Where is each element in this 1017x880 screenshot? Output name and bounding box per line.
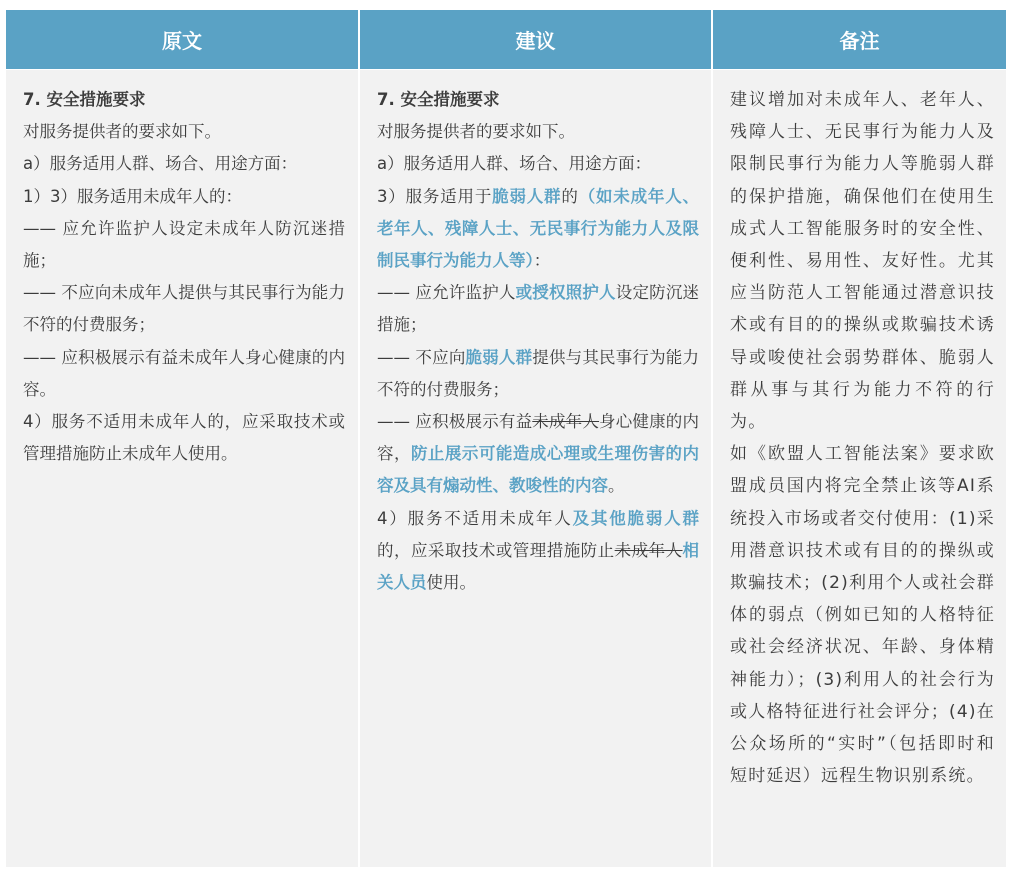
- suggestion-bullet-3: [377, 406, 699, 503]
- original-item-1-3: 1）3）服务适用未成年人的：: [23, 186, 242, 206]
- text-run: 。: [608, 476, 625, 496]
- original-intro: 对服务提供者的要求如下。: [23, 122, 221, 142]
- suggestion-column: [360, 70, 711, 867]
- notes-column: [713, 70, 1006, 867]
- suggestion-bullet-2: [377, 342, 699, 406]
- deleted-text: 未成年人: [532, 412, 600, 432]
- text-run: 的，应采取技术或管理措施防止: [377, 540, 615, 560]
- text-run: 设定防沉迷措施；: [377, 283, 700, 335]
- original-text: [23, 84, 345, 470]
- original-item-4: 4）服务不适用未成年人的，应采取技术或管理措施防止未成年人使用。: [23, 412, 345, 464]
- highlight-text: 及其他脆弱人群: [572, 508, 700, 528]
- header-notes: 备注: [713, 10, 1006, 69]
- suggestion-intro: 对服务提供者的要求如下。: [377, 122, 575, 142]
- suggestion-item-3: [377, 181, 699, 278]
- text-run: —— 应积极展示有益: [377, 412, 533, 432]
- text-run: ：: [533, 251, 551, 271]
- highlight-text: （如未成年人、老年人、残障人士、无民事行为能力人及限制民事行为能力人等）: [377, 186, 700, 271]
- notes-paragraph-2: 如《欧盟人工智能法案》要求欧盟成员国内将完全禁止该等AI系统投入市场或者交付使用：(1)采用潜意识技术或有目的的操纵或欺骗技术；(2)利用个人或社会群体的弱点（例如已知的人格特征或社会经济状况、年龄、身体精神能力）；(3)利用人的社会行为或人格特征进行社会评分；(4)在公众场所的“实时”（包括即时和短时延迟）远程生物识别系统。: [730, 444, 995, 787]
- highlight-text: 或授权照护人: [515, 283, 616, 303]
- original-bullet-2: —— 不应向未成年人提供与其民事行为能力不符的付费服务；: [23, 283, 345, 335]
- text-run: 使用。: [426, 573, 476, 593]
- header-suggestion: 建议: [360, 10, 711, 69]
- text-run: —— 不应向: [377, 347, 466, 367]
- text-run: —— 应允许监护人: [377, 283, 516, 303]
- comparison-table: [6, 10, 1006, 867]
- highlight-text: 脆弱人群: [465, 347, 533, 367]
- original-column: [6, 70, 358, 867]
- highlight-text: 脆弱人群: [492, 186, 562, 206]
- suggestion-bullet-1: [377, 277, 699, 341]
- suggestion-title: 7. 安全措施要求: [377, 90, 500, 109]
- text-run: 身心健康的内容，: [377, 412, 700, 464]
- original-bullet-3: —— 应积极展示有益未成年人身心健康的内容。: [23, 347, 345, 399]
- notes-paragraph-1: 建议增加对未成年人、老年人、残障人士、无民事行为能力人及限制民事行为能力人等脆弱人群的保护措施，确保他们在使用生成式人工智能服务时的安全性、便利性、易用性、友好性。尤其应当防范人工智能通过潜意识技术或有目的的操纵或欺骗技术诱导或唆使社会弱势群体、脆弱人群从事与其行为能力不符的行为。: [730, 90, 995, 433]
- text-run: 的: [561, 186, 579, 206]
- notes-text: [730, 84, 995, 792]
- original-title: 7. 安全措施要求: [23, 90, 146, 109]
- header-original: 原文: [6, 10, 358, 69]
- original-bullet-1: —— 应允许监护人设定未成年人防沉迷措施；: [23, 218, 345, 271]
- text-run: 提供与其民事行为能力不符的付费服务；: [377, 347, 700, 399]
- deleted-text: 未成年人: [614, 540, 683, 560]
- text-run: 3）服务适用于: [377, 186, 493, 206]
- suggestion-item-4: [377, 503, 699, 600]
- suggestion-item-a: a）服务适用人群、场合、用途方面：: [377, 154, 652, 174]
- suggestion-text: [377, 84, 699, 599]
- text-run: 4）服务不适用未成年人: [377, 508, 573, 528]
- original-item-a: a）服务适用人群、场合、用途方面：: [23, 154, 298, 174]
- highlight-text: 防止展示可能造成心理或生理伤害的内容及具有煽动性、教唆性的内容: [377, 444, 700, 496]
- highlight-text: 相关人员: [377, 540, 700, 593]
